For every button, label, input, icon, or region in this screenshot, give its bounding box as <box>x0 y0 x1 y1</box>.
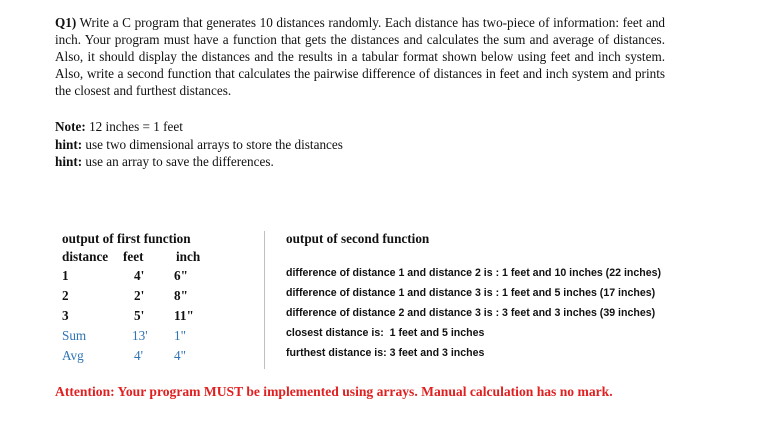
row-label: 1 <box>62 268 69 283</box>
closest-distance-line: closest distance is: 1 feet and 5 inches <box>286 327 485 339</box>
note-line <box>55 118 343 136</box>
difference-line: difference of distance 1 and distance 3 is : 1 feet and 5 inches (17 inches) <box>286 287 656 299</box>
note-text: 12 inches = 1 feet <box>89 119 183 134</box>
avg-label: Avg <box>62 348 84 363</box>
question-body: Write a C program that generates 10 distances randomly. Each distance has two-piece of information: feet and inch. Your program must have a function that gets the distances and calculates the sum and average of distances. Also, it should display the distances and the results in a tabular format shown below using feet and inch system. Also, write a second function that calculates the pairwise difference of distances in feet and inch system and prints the closest and furthest distances. <box>55 15 666 98</box>
furthest-distance-line: furthest distance is: 3 feet and 3 inches <box>286 347 485 359</box>
question-label: Q1) <box>55 15 77 30</box>
avg-feet: 4' <box>134 348 143 363</box>
note-label: Note: <box>55 119 86 134</box>
column-divider <box>264 231 265 369</box>
question-paragraph <box>55 14 665 99</box>
row-feet: 4' <box>134 268 145 283</box>
hint-label: hint: <box>55 154 83 169</box>
sum-label: Sum <box>62 328 87 343</box>
hint-label: hint: <box>55 136 83 152</box>
row-label: 3 <box>62 308 69 323</box>
difference-line: difference of distance 1 and distance 2 is : 1 feet and 10 inches (22 inches) <box>286 267 662 279</box>
second-output-title: output of second function <box>286 231 430 246</box>
header-distance: distance <box>62 249 109 264</box>
hint-text: use an array to save the differences. <box>85 154 274 169</box>
row-feet: 2' <box>134 288 145 303</box>
second-function-output <box>286 231 706 371</box>
first-output-title: output of first function <box>62 231 191 246</box>
row-feet: 5' <box>134 308 145 323</box>
hint-text: use two dimensional arrays to store the distances <box>85 136 343 152</box>
sum-feet: 13' <box>132 328 148 343</box>
sum-inch: 1" <box>174 328 186 343</box>
difference-line: difference of distance 2 and distance 3 is : 3 feet and 3 inches (39 inches) <box>286 307 656 319</box>
row-label: 2 <box>62 288 69 303</box>
row-inch: 8" <box>174 288 188 303</box>
attention-note: Attention: Your program MUST be implemented using arrays. Manual calculation has no mark. <box>55 384 613 399</box>
header-inch: inch <box>176 249 201 264</box>
row-inch: 6" <box>174 268 188 283</box>
first-function-output <box>62 231 262 371</box>
header-feet: feet <box>123 249 144 264</box>
hint-line-1 <box>55 136 343 154</box>
notes-block <box>55 118 343 171</box>
avg-inch: 4" <box>174 348 186 363</box>
row-inch: 11" <box>174 308 194 323</box>
hint-line-2 <box>55 153 343 171</box>
